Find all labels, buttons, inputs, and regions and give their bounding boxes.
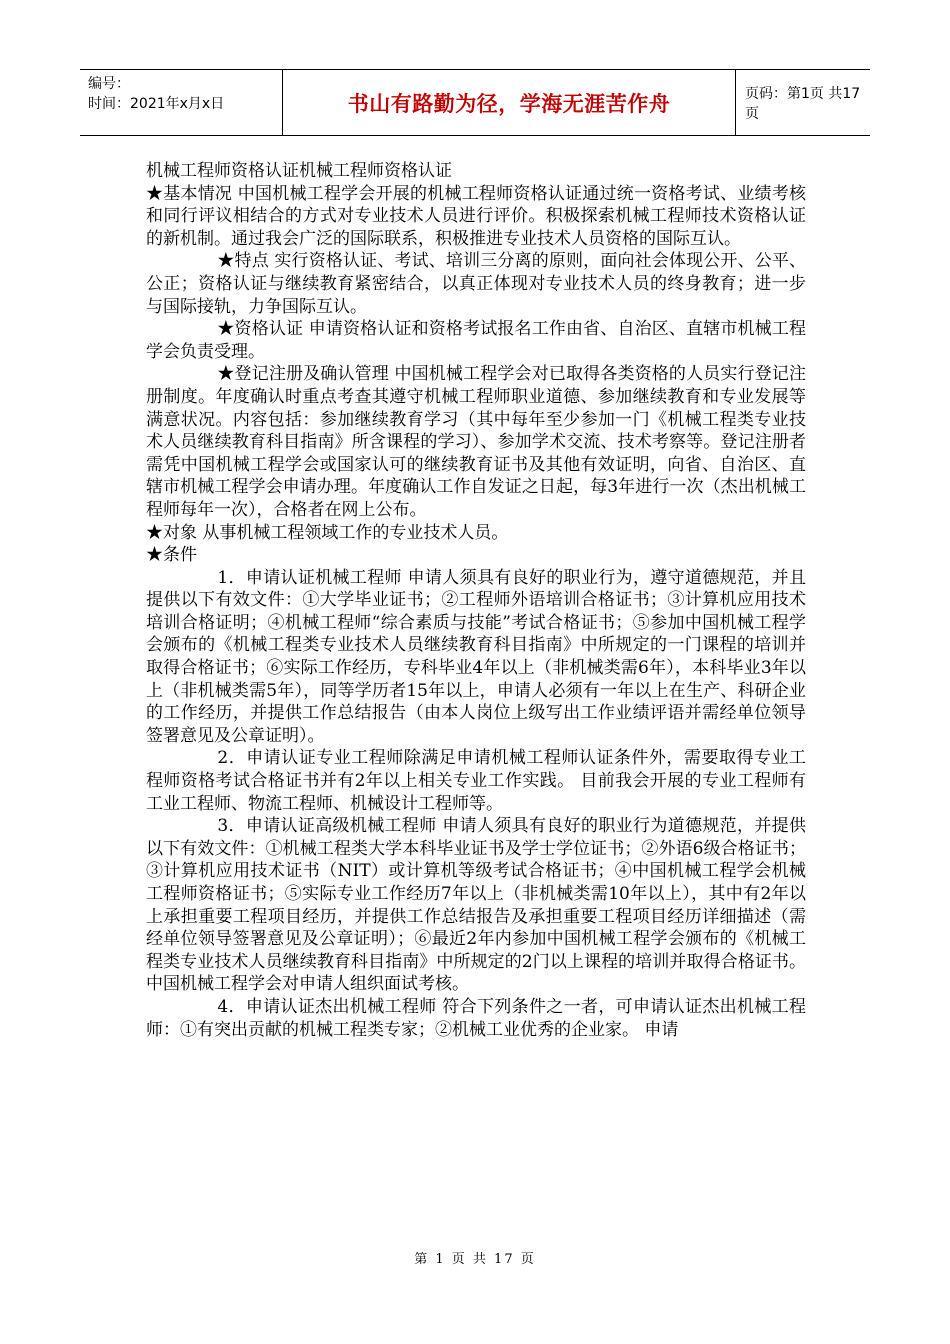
paragraph-condition-1: 1．申请认证机械工程师 申请人须具有良好的职业行为，遵守道德规范，并且提供以下有效文件：①大学毕业证书；②工程师外语培训合格证书；③计算机应用技术培训合格证明；④机械工程师“综合素质与技能”考试合格证书；⑤参加中国机械工程学会颁布的《机械工程类专业技术人员继续教育科目指南》中所规定的一门课程的培训并取得合格证书；⑥实际工作经历，专科毕业4年以上（非机械类需6年），本科毕业3年以上（非机械类需5年），同等学历者15年以上，申请人必须有一年以上在生产、科研企业的工作经历，并提供工作总结报告（由本人岗位上级写出工作业绩评语并需经单位领导签署意见及公章证明）。 [146,567,806,746]
page-footer [0,1248,950,1267]
number-label: 编号： [88,76,130,92]
paragraph-target: ★对象 从事机械工程领域工作的专业技术人员。 [146,522,509,543]
paragraph-registration: ★登记注册及确认管理 中国机械工程学会对已取得各类资格的人员实行登记注册制度。年度确认时重点考查其遵守机械工程师职业道德、参加继续教育和专业发展等满意状况。内容包括：参加继续教育学习（其中每年至少参加一门《机械工程类专业技术人员继续教育科目指南》所含课程的学习）、参加学术交流、技术考察等。登记注册者需凭中国机械工程学会或国家认可的继续教育证书及其他有效证明，向省、自治区、直辖市机械工程学会申请办理。年度确认工作自发证之日起，每3年进行一次（杰出机械工程师每年一次），合格者在网上公布。 [146,364,806,520]
page-header [80,69,870,136]
header-meta [80,70,282,135]
paragraph-certification: ★资格认证 申请资格认证和资格考试报名工作由省、自治区、直辖市机械工程学会负责受理。 [146,319,806,362]
paragraph-condition-3: 3．申请认证高级机械工程师 申请人须具有良好的职业行为道德规范，并提供以下有效文件：①机械工程类大学本科毕业证书及学士学位证书；②外语6级合格证书；③计算机应用技术证书（NIT）或计算机等级考试合格证书；④中国机械工程学会机械工程师资格证书；⑤实际专业工作经历7年以上（非机械类需10年以上），其中有2年以上承担重要工程项目经历，并提供工作总结报告及承担重要工程项目经历详细描述（需经单位领导签署意见及公章证明）；⑥最近2年内参加中国机械工程学会颁布的《机械工程类专业技术人员继续教育科目指南》中所规定的2门以上课程的培训并取得合格证书。 中国机械工程学会对申请人组织面试考核。 [146,816,806,995]
document-title: 机械工程师资格认证机械工程师资格认证 [146,161,452,181]
header-page-cell [736,70,870,135]
footer-page-number: 第 1 页 共 17 页 [414,1252,536,1267]
motto-text: 书山有路勤为径，学海无涯苦作舟 [347,91,671,116]
page-label: 页码：第1页 共17页 [745,85,861,122]
header-motto-cell [282,70,736,135]
time-label: 时间：2021年x月x日 [88,96,225,112]
paragraph-basic-info: ★基本情况 中国机械工程学会开展的机械工程师资格认证通过统一资格考试、业绩考核和同行评议相结合的方式对专业技术人员进行评价。积极探索机械工程师技术资格认证的新机制。通过我会广泛的国际联系，积极推进专业技术人员资格的国际互认。 [146,183,806,249]
paragraph-condition-4: 4．申请认证杰出机械工程师 符合下列条件之一者，可申请认证杰出机械工程师：①有突出贡献的机械工程类专家；②机械工业优秀的企业家。 申请 [146,996,806,1040]
paragraph-condition-2: 2．申请认证专业工程师除满足申请机械工程师认证条件外，需要取得专业工程师资格考试合格证书并有2年以上相关专业工作实践。 目前我会开展的专业工程师有工业工程师、物流工程师、机械设计工程师等。 [146,748,806,814]
document-body [146,160,806,1041]
paragraph-conditions-heading: ★条件 [146,545,197,566]
paragraph-features: ★特点 实行资格认证、考试、培训三分离的原则，面向社会体现公开、公平、公正；资格认证与继续教育紧密结合，以真正体现对专业技术人员的终身教育；进一步与国际接轨，力争国际互认。 [146,251,806,317]
